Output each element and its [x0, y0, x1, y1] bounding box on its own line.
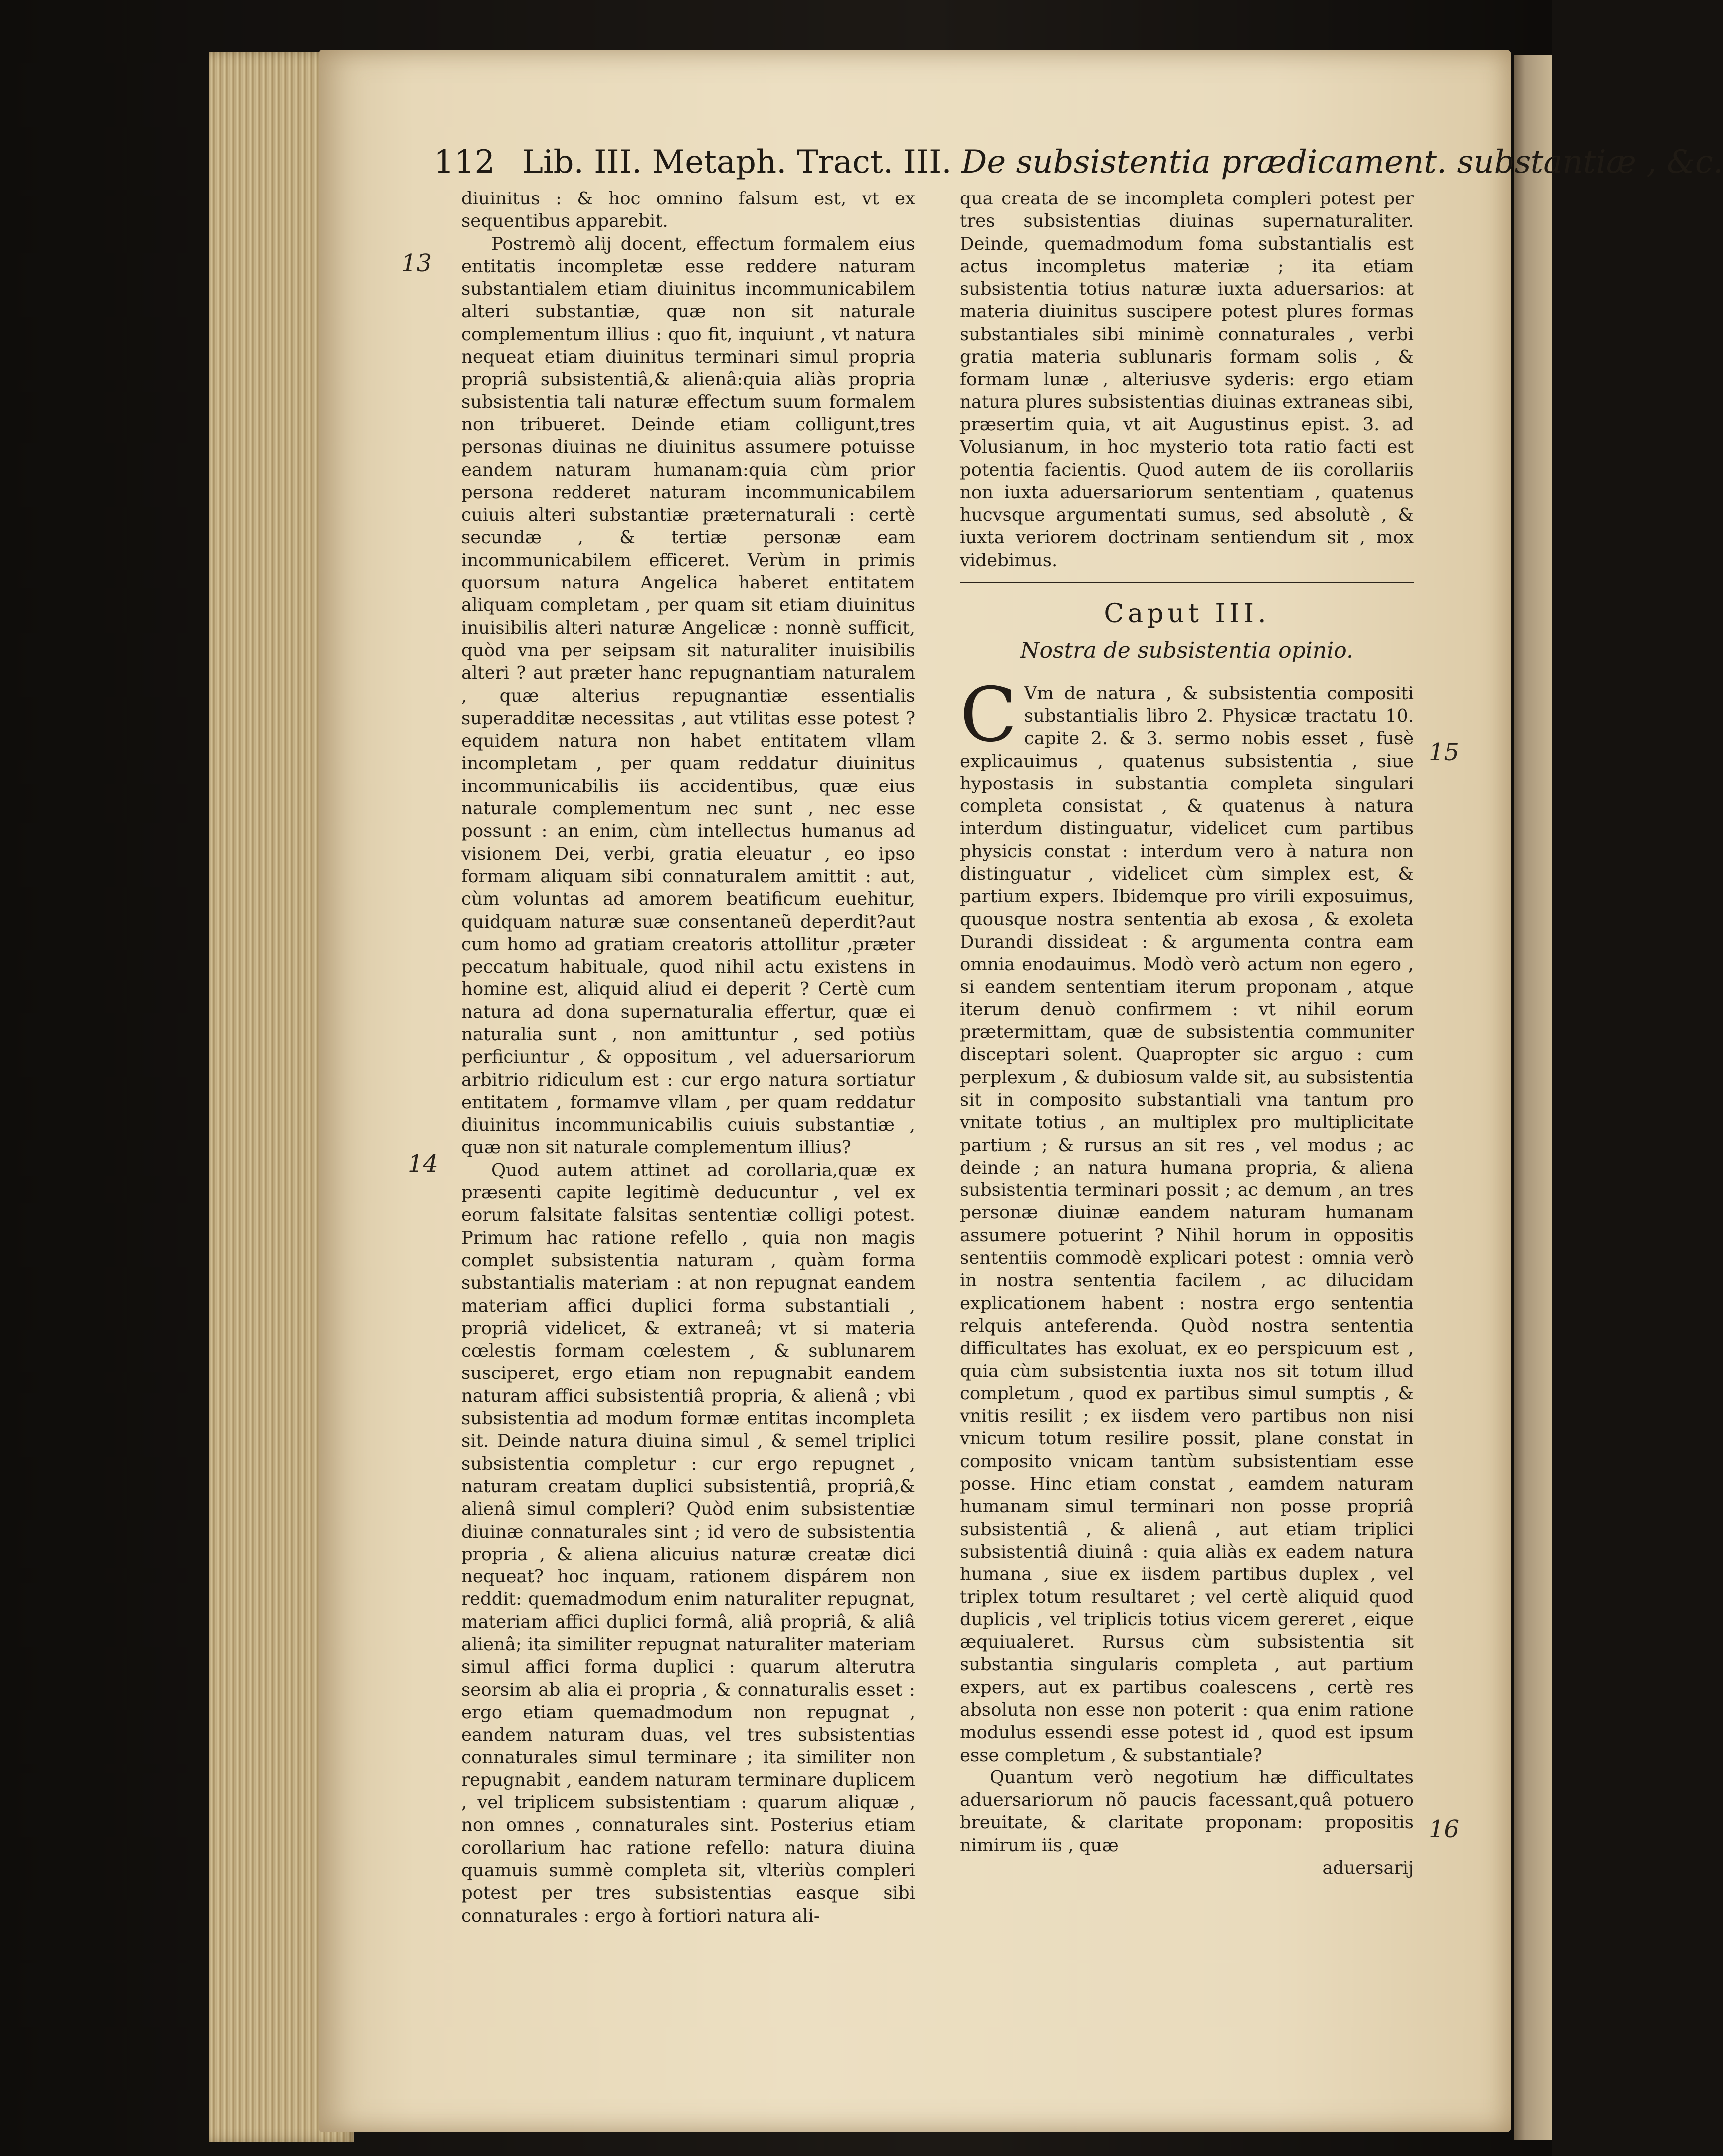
paragraph-16: Quantum verò negotium hæ difficultates aduersariorum nõ paucis facessant,quâ potuero breuitate, & claritate proponam: propositis nimirum iis , quæ	[960, 1767, 1414, 1856]
running-header	[434, 144, 1723, 189]
chapter-body	[960, 671, 1414, 1766]
paragraph-13: Postremò alij docent, effectum formalem eius entitatis incompletæ esse reddere naturam substantialem etiam diuinitus incommunicabilem alteri substantiæ, quæ non sit naturale complementum illius : quo fit, inquiunt , vt natura nequeat etiam diuinitus terminari simul propria propriâ subsistentiâ,& alienâ:quia aliàs propria subsistentia tali naturæ effectum suum formalem non tribueret. Deinde etiam colligunt,tres personas diuinas ne diuinitus assumere potuisse eandem naturam humanam:quia cùm prior persona redderet naturam incommunicabilem cuiuis alteri substantiæ præternaturali : certè secundæ , & tertiæ personæ eam incommunicabilem efficeret. Verùm in primis quorsum natura Angelica haberet entitatem aliquam completam , per quam sit etiam diuinitus inuisibilis alteri naturæ Angelicæ : nonnè sufficit, quòd vna per seipsam sit naturaliter inuisibilis alteri ? aut præter hanc repugnantiam naturalem , quæ alterius repugnantiæ essentialis superadditæ necessitas , aut vtilitas esse potest ? equidem natura non habet entitatem vllam incompletam , per quam reddatur diuinitus incommunicabilis iis accidentibus, quæ eius naturale complementum nec sunt , nec esse possunt : an enim, cùm intellectus humanus ad visionem Dei, verbi, gratia eleuatur , eo ipso formam aliquam sibi connaturalem amittit : aut, cùm voluntas ad amorem beatificum euehitur, quidquam naturæ suæ consentaneũ deperdit?aut cum homo ad gratiam creatoris attollitur ,præter peccatum habituale, quod nihil actu existens in homine est, aliquid aliud ei deperit ? Certè cum natura ad dona supernaturalia effertur, quæ ei naturalia sunt , non amittuntur , sed potiùs perficiuntur , & oppositum , vel aduersariorum arbitrio ridiculum est : cur ergo natura sortiatur entitatem , formamve vllam , per quam reddatur diuinitus incommunicabilis cuiuis substantiæ , quæ non sit naturale complementum illius?	[461, 233, 915, 1158]
paragraph-continuation: diuinitus : & hoc omnino falsum est, vt ex sequentibus apparebit.	[461, 189, 915, 232]
running-title-italic: De subsistentia prædicament. substantiæ , &c.	[961, 144, 1723, 181]
chapter-body-text: Vm de natura , & subsistentia compositi substantialis libro 2. Physicæ tractatu 10. capite 2. & 3. sermo nobis esset , fusè explicauimus , quatenus subsistentia , siue hypostasis in substantia completa singulari completa consistat , & quatenus à natura interdum distinguatur, videlicet cum partibus physicis constat : interdum vero à natura non distinguatur , videlicet cùm simplex est, & partium expers. Ibidemque pro virili exposuimus, quousque nostra sententia ab exosa , & exoleta Durandi dissideat : & argumenta contra eam omnia enodauimus. Modò verò actum non egero , si eandem sententiam iterum proponam , atque iterum denuò confirmem : vt nihil eorum prætermittam, quæ de subsistentia communiter disceptari solent. Quapropter sic arguo : cum perplexum , & dubiosum valde sit, au subsistentia sit in composito substantiali vna tantum pro vnitate totius , an multiplex pro multiplicitate partium ; & rursus an sit res , vel modus ; ac deinde ; an natura humana propria, & aliena subsistentia terminari possit ; ac demum , an tres personæ diuinæ eandem naturam humanam assumere potuerint ? Nihil horum in oppositis sententiis commodè explicari potest : omnia verò in nostra sententia facilem , ac dilucidam explicationem habent : nostra ergo sententia relquis anteferenda. Quòd nostra sententia difficultates has exoluat, ex eo perspicuum est , quia cùm subsistentia iuxta nos sit totum illud completum , quod ex partibus simul sumptis , & vnitis resilit ; ex iisdem vero partibus non nisi vnicum totum resilire possit, plane constat in composito vnicam tantùm subsistentiam esse posse. Hinc etiam constat , eamdem naturam humanam simul terminari non posse propriâ subsistentiâ , & alienâ , aut etiam triplici subsistentiâ diuinâ : quia aliàs ex eadem natura humana , siue ex iisdem partibus duplex , vel triplex totum resultaret ; vel certè aliquid quod duplicis , vel triplicis totius vicem gereret , eique æquiualeret. Rursus cùm subsistentia sit substantia singularis completa , aut partium expers, aut ex partibus coalescens , certè res absoluta non esse non poterit : qua enim ratione modulus essendi esse potest id , quod est ipsum esse completum , & substantiale?	[960, 683, 1414, 1765]
left-column	[461, 188, 915, 1926]
margin-number-16: 16	[1429, 1815, 1460, 1843]
margin-number-14: 14	[408, 1150, 439, 1177]
paragraph-continuation-right: qua creata de se incompleta compleri potest per tres subsistentias diuinas supernaturaliter. Deinde, quemadmodum foma substantialis est actus incompletus materiæ ; ita etiam subsistentia totius naturæ iuxta aduersarios: at materia diuinitus suscipere potest plures formas substantiales sibi minimè connaturales , verbi gratia materia sublunaris formam solis , & formam lunæ , alteriusve syderis: ergo etiam natura plures subsistentias diuinas extraneas sibi, præsertim quia, vt ait Augustinus epist. 3. ad Volusianum, in hoc mysterio tota ratio facti est potentia facientis. Quod autem de iis corollariis non iuxta aduersariorum sententiam , quatenus hucvsque argumentati sumus, sed absolutè , & iuxta veriorem doctrinam sentiendum sit , mox videbimus.	[960, 189, 1414, 571]
drop-capital: C	[960, 671, 1017, 759]
margin-number-15: 15	[1429, 738, 1460, 766]
facing-page-edge	[1514, 55, 1552, 2140]
margin-number-13: 13	[401, 249, 432, 277]
chapter-subtitle: Nostra de subsistentia opinio.	[1020, 638, 1353, 664]
catchword: aduersarij	[1322, 1858, 1414, 1879]
running-title: Lib. III. Metaph. Tract. III.	[522, 144, 952, 181]
chapter-title: Caput III.	[1104, 599, 1270, 629]
paragraph-14: Quod autem attinet ad corollaria,quæ ex præsenti capite legitimè deducuntur , vel ex eorum falsitate falsitas sententiæ colligi potest. Primum hac ratione refello , quia non magis complet subsistentia naturam , quàm forma substantialis materiam : at non repugnat eandem materiam affici duplici forma substantiali , propriâ videlicet, & extraneâ; vt si materia cœlestis formam cœlestem , & sublunarem susciperet, ergo etiam non repugnabit eandem naturam affici subsistentiâ propria, & alienâ ; vbi subsistentia ad modum formæ entitas incompleta sit. Deinde natura diuina simul , & semel triplici subsistentia completur : cur ergo repugnet , naturam creatam duplici subsistentiâ, propriâ,& alienâ simul compleri? Quòd enim subsistentiæ diuinæ connaturales sint ; id vero de subsistentia propria , & aliena alicuius naturæ creatæ dici nequeat? hoc inquam, rationem dispárem non reddit: quemadmodum enim naturaliter repugnat, materiam affici duplici formâ, aliâ propriâ, & aliâ alienâ; ita similiter repugnat naturaliter materiam simul affici forma duplici : quarum alterutra seorsim ab alia ei propria , & connaturalis esset : ergo etiam quemadmodum non repugnat , eandem naturam duas, vel tres subsistentias connaturales simul terminare ; ita similiter non repugnabit , eandem naturam terminare duplicem , vel triplicem subsistentiam : quarum aliquæ , non omnes , connaturales sint. Posterius etiam corollarium hac ratione refello: natura diuina quamuis summè completa sit, vlteriùs compleri potest per tres subsistentias easque sibi connaturales : ergo à fortiori natura ali-	[461, 1160, 915, 1926]
section-rule	[960, 582, 1414, 583]
right-column	[960, 188, 1414, 1933]
page-number: 112	[434, 144, 495, 181]
